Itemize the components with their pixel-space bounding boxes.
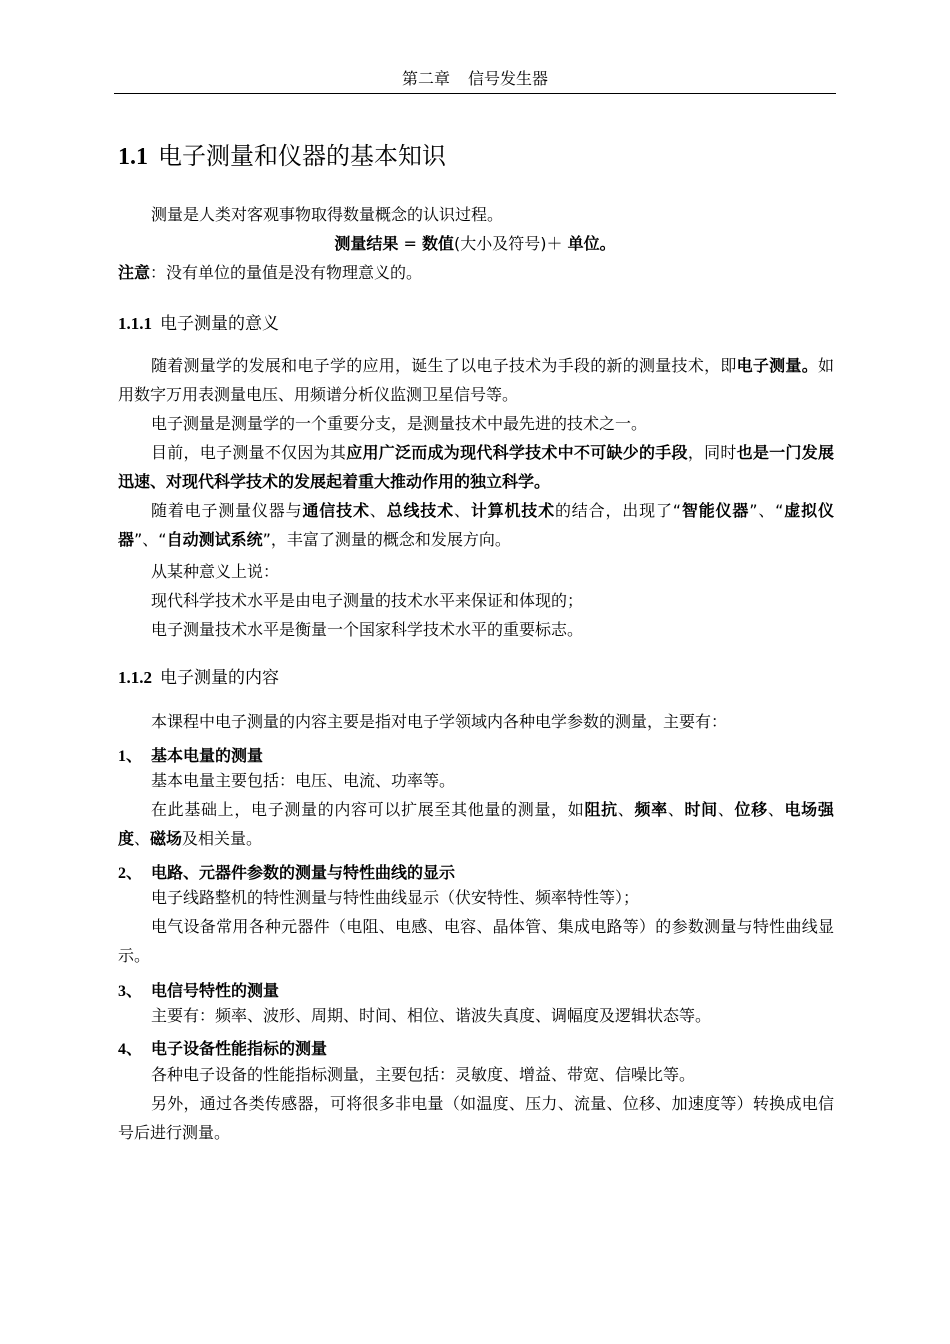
intro-paragraph: 测量是人类对客观事物取得数量概念的认识过程。 [151,205,504,224]
paragraph: 电子测量是测量学的一个重要分支，是测量技术中最先进的技术之一。 [151,414,648,433]
formula-sign: (大小及符号)＋ [454,234,568,253]
note-label: 注意 [118,263,151,282]
bold-run: 也是一门发展迅速、对现代科学技术的发展起着重大推动作用的独立科学。 [118,443,834,491]
paragraph: 各种电子设备的性能指标测量，主要包括：灵敏度、增益、带宽、信噪比等。 [151,1065,696,1084]
paragraph: 电气设备常用各种元器件（电阻、电感、电容、晶体管、集成电路等）的参数测量与特性曲线显示。 [118,917,834,965]
list-item-title: 电信号特性的测量 [151,981,280,1000]
paragraph: 本课程中电子测量的内容主要是指对电子学领域内各种电学参数的测量，主要有： [151,712,728,731]
text-run: 、 [767,800,785,819]
bold-run: 电场强度 [118,800,834,848]
bold-run: 时间 [684,800,718,819]
text-run: 、 [134,829,151,848]
text-run: ”、“ [134,530,167,549]
bold-run: 虚拟仪器 [118,501,834,549]
bold-run: 电子测量。 [736,356,818,375]
text-run: 、 [667,800,685,819]
bold-run: 总线技术 [386,501,454,520]
subsection-heading [118,309,279,334]
subsection-number: 1.1.1 [118,314,152,333]
list-item-title: 电子设备性能指标的测量 [151,1039,328,1058]
paragraph [118,496,834,554]
list-item-number: 2、 [118,865,143,882]
subsection-title: 电子测量的意义 [160,314,279,334]
subsection-number: 1.1.2 [118,668,152,687]
subsection-title: 电子测量的内容 [160,668,279,688]
text-run: 的结合，出现了“ [554,501,682,520]
formula-equals: = [398,234,422,253]
paragraph: 电子线路整机的特性测量与特性曲线显示（伏安特性、频率特性等）； [151,888,640,907]
formula-unit: 单位。 [567,234,616,253]
paragraph: 另外，通过各类传感器，可将很多非电量（如温度、压力、流量、位移、加速度等）转换成电信号后进行测量。 [118,1094,834,1142]
paragraph: 主要有：频率、波形、周期、时间、相位、谐波失真度、调幅度及逻辑状态等。 [151,1006,712,1025]
list-item-title: 基本电量的测量 [151,746,264,765]
text-run: 、 [617,800,635,819]
note-line [118,258,422,287]
bold-run: 位移 [734,800,768,819]
text-run: 、 [369,501,387,520]
bold-run: 智能仪器 [681,501,750,520]
paragraph [118,438,834,496]
note-text: ：没有单位的量值是没有物理意义的。 [150,263,423,282]
text-run: ，同时 [687,443,737,462]
paragraph: 电子测量技术水平是衡量一个国家科学技术水平的重要标志。 [151,620,584,639]
text-run: 如用数字万用表测量电压、用频谱分析仪监测卫星信号等。 [118,356,834,404]
subsection-heading [118,663,279,688]
text-run: ”，丰富了测量的概念和发展方向。 [262,530,511,549]
formula-result: 测量结果 [334,234,399,253]
list-item-number: 4、 [118,1041,143,1058]
bold-run: 通信技术 [302,501,370,520]
text-run: 随着电子测量仪器与 [151,501,303,520]
formula-line [0,229,950,258]
page-header [114,66,836,94]
section-number: 1.1 [118,144,148,170]
text-run: 目前，电子测量不仅因为其 [151,443,347,462]
header-chapter: 第二章 [401,69,450,88]
text-run: 、 [453,501,471,520]
paragraph: 现代科学技术水平是由电子测量的技术水平来保证和体现的； [151,591,584,610]
list-item-title: 电路、元器件参数的测量与特性曲线的显示 [151,863,456,882]
list-item-number: 3、 [118,983,143,1000]
text-run: 在此基础上，电子测量的内容可以扩展至其他量的测量，如 [151,800,585,819]
bold-run: 计算机技术 [470,501,555,520]
text-run: 随着测量学的发展和电子学的应用，诞生了以电子技术为手段的新的测量技术，即 [151,356,737,375]
bold-run: 频率 [634,800,668,819]
header-title: 信号发生器 [468,69,549,88]
list-item-number: 1、 [118,748,143,765]
formula-value: 数值 [421,234,454,253]
bold-run: 阻抗 [584,800,618,819]
paragraph [118,351,834,409]
bold-run: 磁场 [150,829,183,848]
text-run: ”、“ [749,501,784,520]
paragraph [118,795,834,853]
section-heading [118,136,446,171]
bold-run: 应用广泛而成为现代科学技术中不可缺少的手段 [346,443,688,462]
section-title: 电子测量和仪器的基本知识 [158,142,446,170]
text-run: 、 [717,800,735,819]
bold-run: 自动测试系统 [166,530,263,549]
paragraph: 基本电量主要包括：电压、电流、功率等。 [151,771,456,790]
text-run: 及相关量。 [182,829,263,848]
paragraph: 从某种意义上说： [151,562,280,581]
